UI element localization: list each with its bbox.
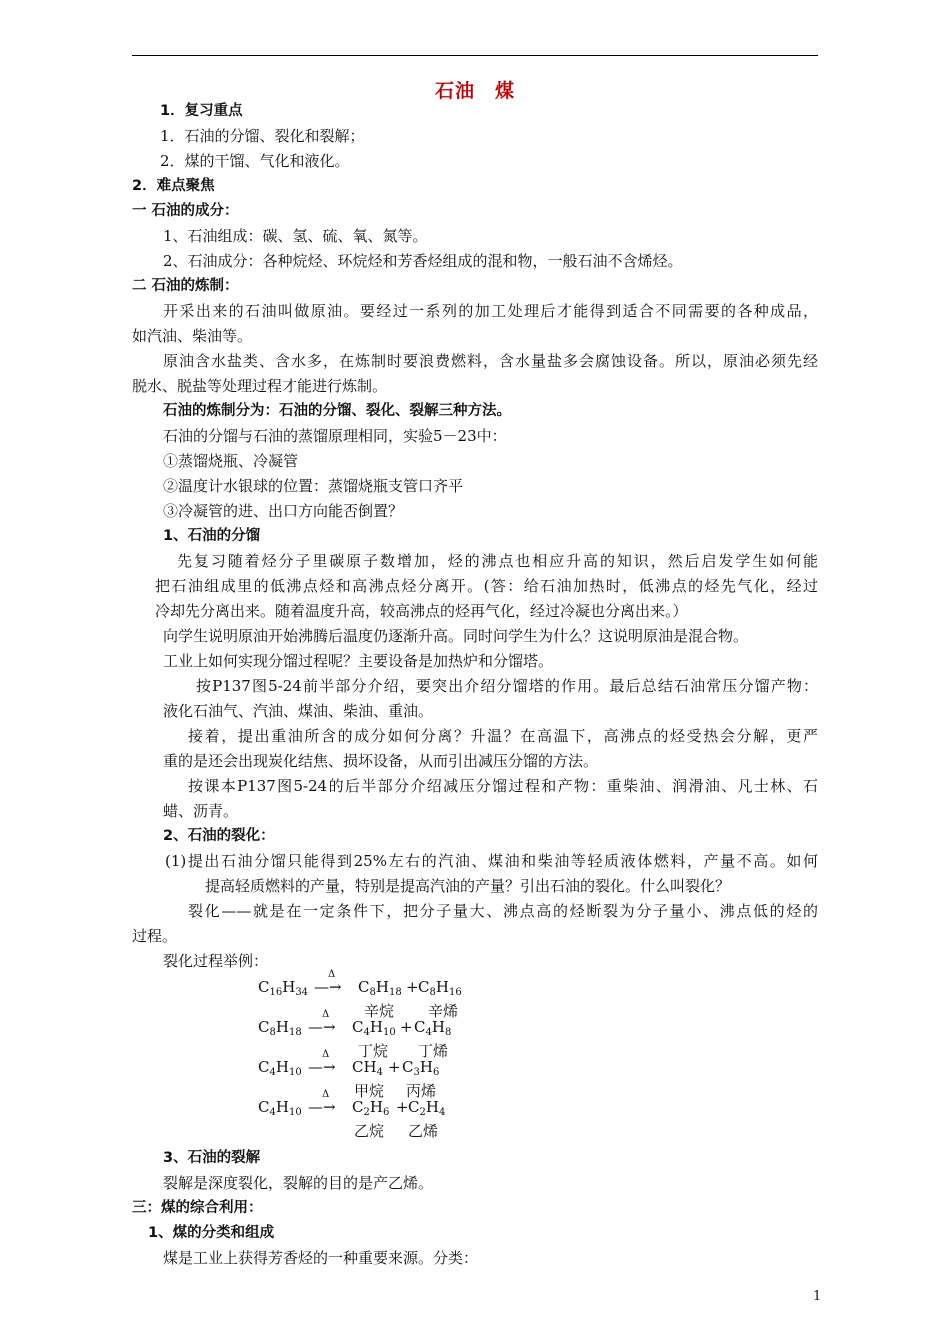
paragraph-line: 向学生说明原油开始沸腾后温度仍逐渐升高。同时问学生为什么？这说明原油是混合物。	[163, 627, 749, 645]
arrow-icon: Δ —→	[314, 969, 342, 996]
paragraph-line: 裂解是深度裂化，裂解的目的是产乙烯。	[163, 1174, 434, 1192]
arrow-icon: Δ —→	[308, 1009, 336, 1036]
product-name: 乙烷	[354, 1122, 385, 1140]
section-heading: 1、煤的分类和组成	[148, 1225, 275, 1241]
list-item: 2．煤的干馏、气化和液化。	[160, 152, 350, 170]
list-item: ③冷凝管的进、出口方向能否倒置？	[163, 502, 404, 520]
section-heading: 2．难点聚焦	[132, 178, 215, 194]
section-heading: 1．复习重点	[160, 103, 243, 119]
paragraph-line: 原油含水盐类、含水多，在炼制时要浪费燃料，含水量盐多会腐蚀设备。所以，原油必须先经	[163, 352, 818, 370]
paragraph-line: 接着，提出重油所含的成分如何分离？升温？在高温下，高沸点的烃受热会分解，更严	[188, 727, 818, 745]
product-name: 丁烷	[358, 1042, 389, 1060]
paragraph-line: 冷却先分离出来。随着温度升高，较高沸点的烃再气化，经过冷凝也分离出来。）	[155, 602, 688, 620]
paragraph-line: 过程。	[132, 927, 178, 945]
section-heading: 1、石油的分馏	[163, 528, 261, 544]
paragraph-line: 按P137图5-24前半部分介绍，要突出介绍分馏塔的作用。最后总结石油常压分馏产物：	[196, 677, 818, 695]
paragraph-line: 裂化过程举例：	[163, 952, 269, 970]
paragraph-line: (1)提出石油分馏只能得到25%左右的汽油、煤油和柴油等轻质液体燃料，产量不高。如何	[165, 852, 818, 870]
product-name: 甲烷	[354, 1082, 385, 1100]
page-number: 1	[813, 1289, 822, 1304]
section-heading: 石油的炼制分为：石油的分馏、裂化、裂解三种方法。	[163, 403, 511, 419]
paragraph-line: 脱水、脱盐等处理过程才能进行炼制。	[132, 377, 388, 395]
section-heading: 3、石油的裂解	[163, 1150, 261, 1166]
paragraph-line: 开采出来的石油叫做原油。要经过一系列的加工处理后才能得到适合不同需要的各种成品，	[163, 302, 818, 320]
paragraph-line: 蜡、沥青。	[163, 802, 239, 820]
paragraph-line: 裂化——就是在一定条件下，把分子量大、沸点高的烃断裂为分子量小、沸点低的烃的	[188, 902, 818, 920]
paragraph-line: 1、石油组成：碳、氢、硫、氧、氮等。	[163, 227, 428, 245]
product-name: 丙烯	[406, 1082, 437, 1100]
paragraph-line: 重的是还会出现炭化结焦、损坏设备，从而引出减压分馏的方法。	[163, 752, 599, 770]
paragraph-line: 2、石油成分：各种烷烃、环烷烃和芳香烃组成的混和物，一般石油不含烯烃。	[163, 252, 683, 270]
section-heading: 一 石油的成分：	[132, 203, 239, 219]
section-heading: 2、石油的裂化：	[163, 828, 275, 844]
paragraph-line: 先复习随着烃分子里碳原子数增加，烃的沸点也相应升高的知识，然后启发学生如何能	[177, 552, 818, 570]
product-name: 辛烯	[428, 1002, 459, 1020]
product-name: 乙烯	[408, 1122, 439, 1140]
list-item: ①蒸馏烧瓶、冷凝管	[163, 452, 299, 470]
section-heading: 二 石油的炼制：	[132, 278, 239, 294]
paragraph-line: 煤是工业上获得芳香烃的一种重要来源。分类：	[163, 1249, 479, 1267]
product-name: 辛烷	[364, 1002, 395, 1020]
product-name: 丁烯	[418, 1042, 449, 1060]
paragraph-line: 工业上如何实现分馏过程呢？主要设备是加热炉和分馏塔。	[163, 652, 554, 670]
section-heading: 三：煤的综合利用：	[132, 1200, 263, 1216]
list-item: ②温度计水银球的位置：蒸馏烧瓶支管口齐平	[163, 477, 464, 495]
paragraph-line: 石油的分馏与石油的蒸馏原理相同，实验5－23中：	[163, 427, 507, 445]
paragraph-line: 液化石油气、汽油、煤油、柴油、重油。	[163, 702, 434, 720]
list-item: 1．石油的分馏、裂化和裂解；	[160, 127, 365, 145]
header-rule	[132, 55, 818, 56]
page-title: 石油 煤	[434, 80, 515, 102]
paragraph-line: 如汽油、柴油等。	[132, 327, 253, 345]
arrow-icon: Δ —→	[308, 1049, 336, 1076]
paragraph-line: 把石油组成里的低沸点烃和高沸点烃分离开。(答：给石油加热时，低沸点的烃先气化，经过	[155, 577, 818, 595]
paragraph-line: 提高轻质燃料的产量，特别是提高汽油的产量？引出石油的裂化。什么叫裂化？	[205, 877, 731, 895]
paragraph-line: 按课本P137图5-24的后半部分介绍减压分馏过程和产物：重柴油、润滑油、凡士林、石	[188, 777, 818, 795]
arrow-icon: Δ —→	[308, 1089, 336, 1116]
